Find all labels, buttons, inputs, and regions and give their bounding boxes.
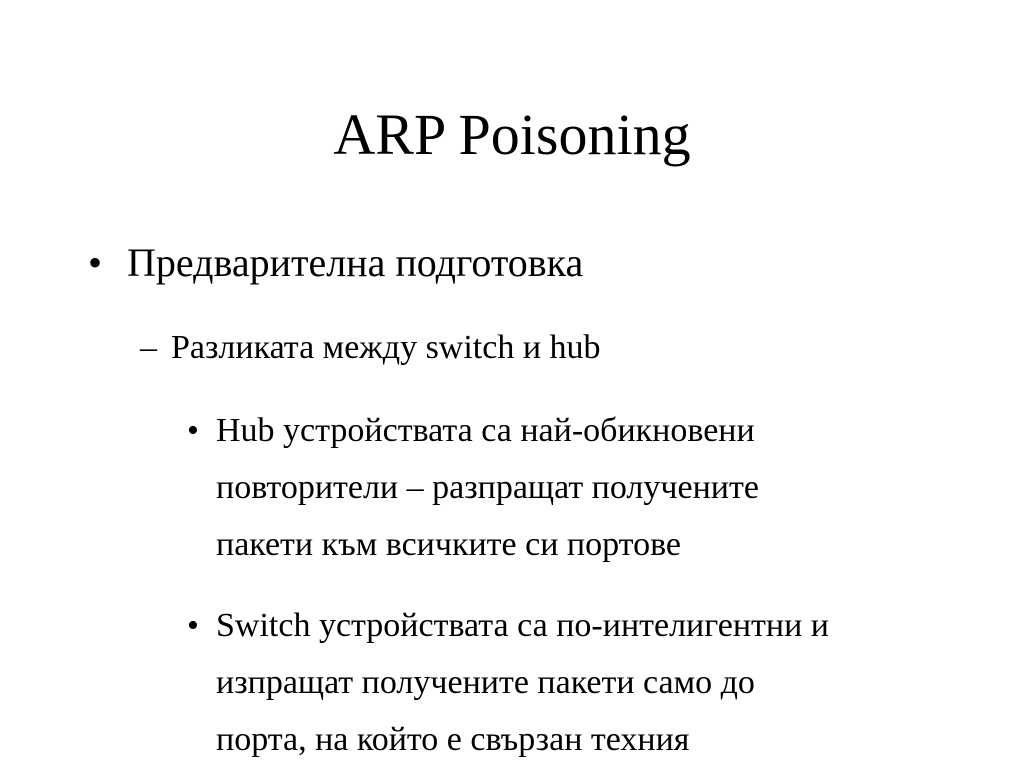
- subsubbullet-text: [216, 597, 829, 768]
- bullet-icon: •: [187, 412, 199, 449]
- slide-title: ARP Poisoning: [333, 102, 691, 167]
- text-line: пакети към всичките си портове: [216, 526, 682, 563]
- text-line: повторители – разпращат получените: [216, 469, 759, 506]
- bullet-icon: •: [88, 240, 103, 285]
- text-line: Switch устройствата са по-интелигентни и: [216, 607, 829, 644]
- text-line: Hub устройствата са най-обикновени: [216, 412, 755, 449]
- dash-icon: –: [140, 329, 157, 366]
- subsubbullet-text: [216, 402, 759, 573]
- subbullet-text: Разликата между switch и hub: [171, 329, 601, 366]
- text-line: изпращат получените пакети само до: [216, 664, 755, 701]
- bullet-icon: •: [187, 607, 199, 644]
- bullet-text: Предварителна подготовка: [127, 240, 584, 285]
- text-line: порта, на който е свързан техния: [216, 721, 690, 758]
